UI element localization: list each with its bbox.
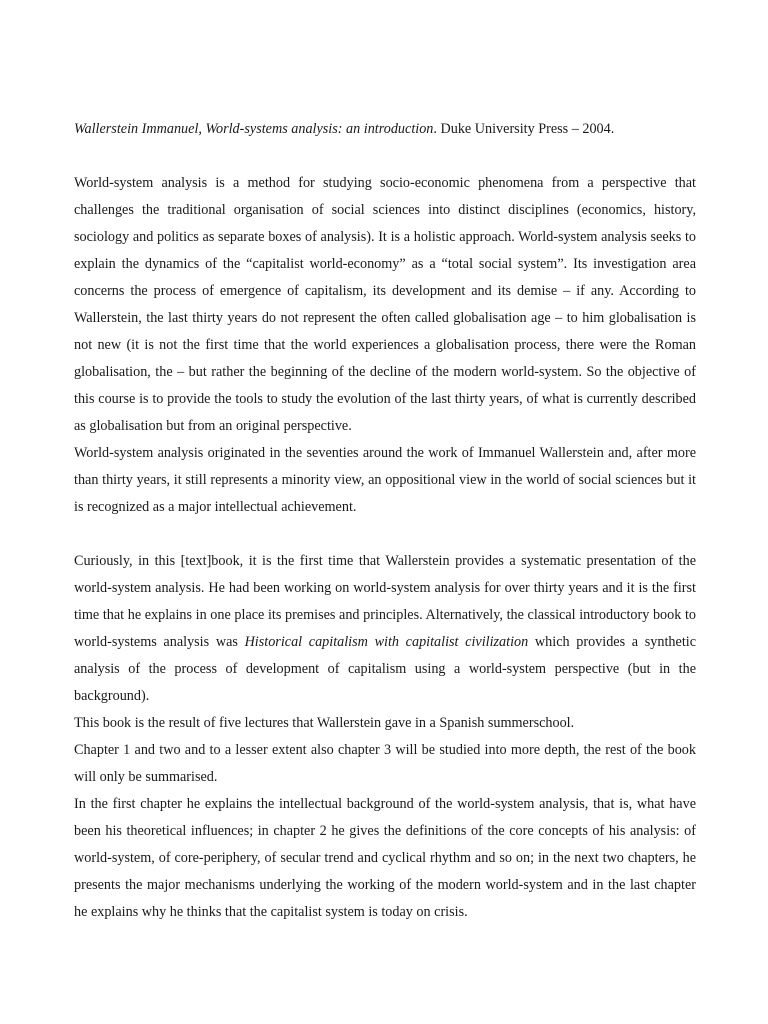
paragraph-3-text-end: which provides a synthetic analysis of the process of development of capitalism using a world-system perspective (but in the background). <box>74 634 696 704</box>
document-body <box>74 116 696 926</box>
paragraph-1: World-system analysis is a method for studying socio-economic phenomena from a perspective that challenges the traditional organisation of social sciences into distinct disciplines (economics, history, sociology and politics as separate boxes of analysis). It is a holistic approach. World-system analysis seeks to explain the dynamics of the “capitalist world-economy” as a “total social system”. Its investigation area concerns the process of emergence of capitalism, its development and its demise – if any. According to Wallerstein, the last thirty years do not represent the often called globalisation age – to him globalisation is not new (it is not the first time that the world experiences a globalisation process, there were the Roman globalisation, the – but rather the beginning of the decline of the modern world-system. So the objective of this course is to provide the tools to study the evolution of the last thirty years, of what is currently described as globalisation but from an original perspective. <box>74 175 696 434</box>
paragraph-4: This book is the result of five lectures that Wallerstein gave in a Spanish summerschool. <box>74 715 575 731</box>
reference-publisher: . Duke University Press – 2004. <box>433 121 615 137</box>
paragraph-2: World-system analysis originated in the seventies around the work of Immanuel Wallerstein and, after more than thirty years, it still represents a minority view, an oppositional view in the world of social sciences but it is recognized as a major intellectual achievement. <box>74 445 696 515</box>
paragraph-3-text-start: Curiously, in this [text]book, it is the first time that Wallerstein provides a systematic presentation of the world-system analysis. He had been working on world-system analysis for over thirty years and it is the first time that he explains in one place its premises and principles. Alternatively, the classical introductory book to world-systems analysis was <box>74 553 696 650</box>
bibliographic-reference <box>74 116 696 143</box>
paragraph-gap <box>74 521 696 548</box>
paragraph-6: In the first chapter he explains the intellectual background of the world-system analysis, that is, what have been his theoretical influences; in chapter 2 he gives the definitions of the core concepts of his analysis: of world-system, of core-periphery, of secular trend and cyclical rhythm and so on; in the next two chapters, he presents the major mechanisms underlying the working of the modern world-system and in the last chapter he explains why he thinks that the capitalist system is today on crisis. <box>74 796 696 920</box>
paragraph-3-book-title: Historical capitalism with capitalist civilization <box>244 634 529 650</box>
paragraph-3 <box>74 548 696 710</box>
paragraph-5: Chapter 1 and two and to a lesser extent also chapter 3 will be studied into more depth, the rest of the book will only be summarised. <box>74 742 696 785</box>
reference-title: Wallerstein Immanuel, World-systems analysis: an introduction <box>74 121 434 137</box>
